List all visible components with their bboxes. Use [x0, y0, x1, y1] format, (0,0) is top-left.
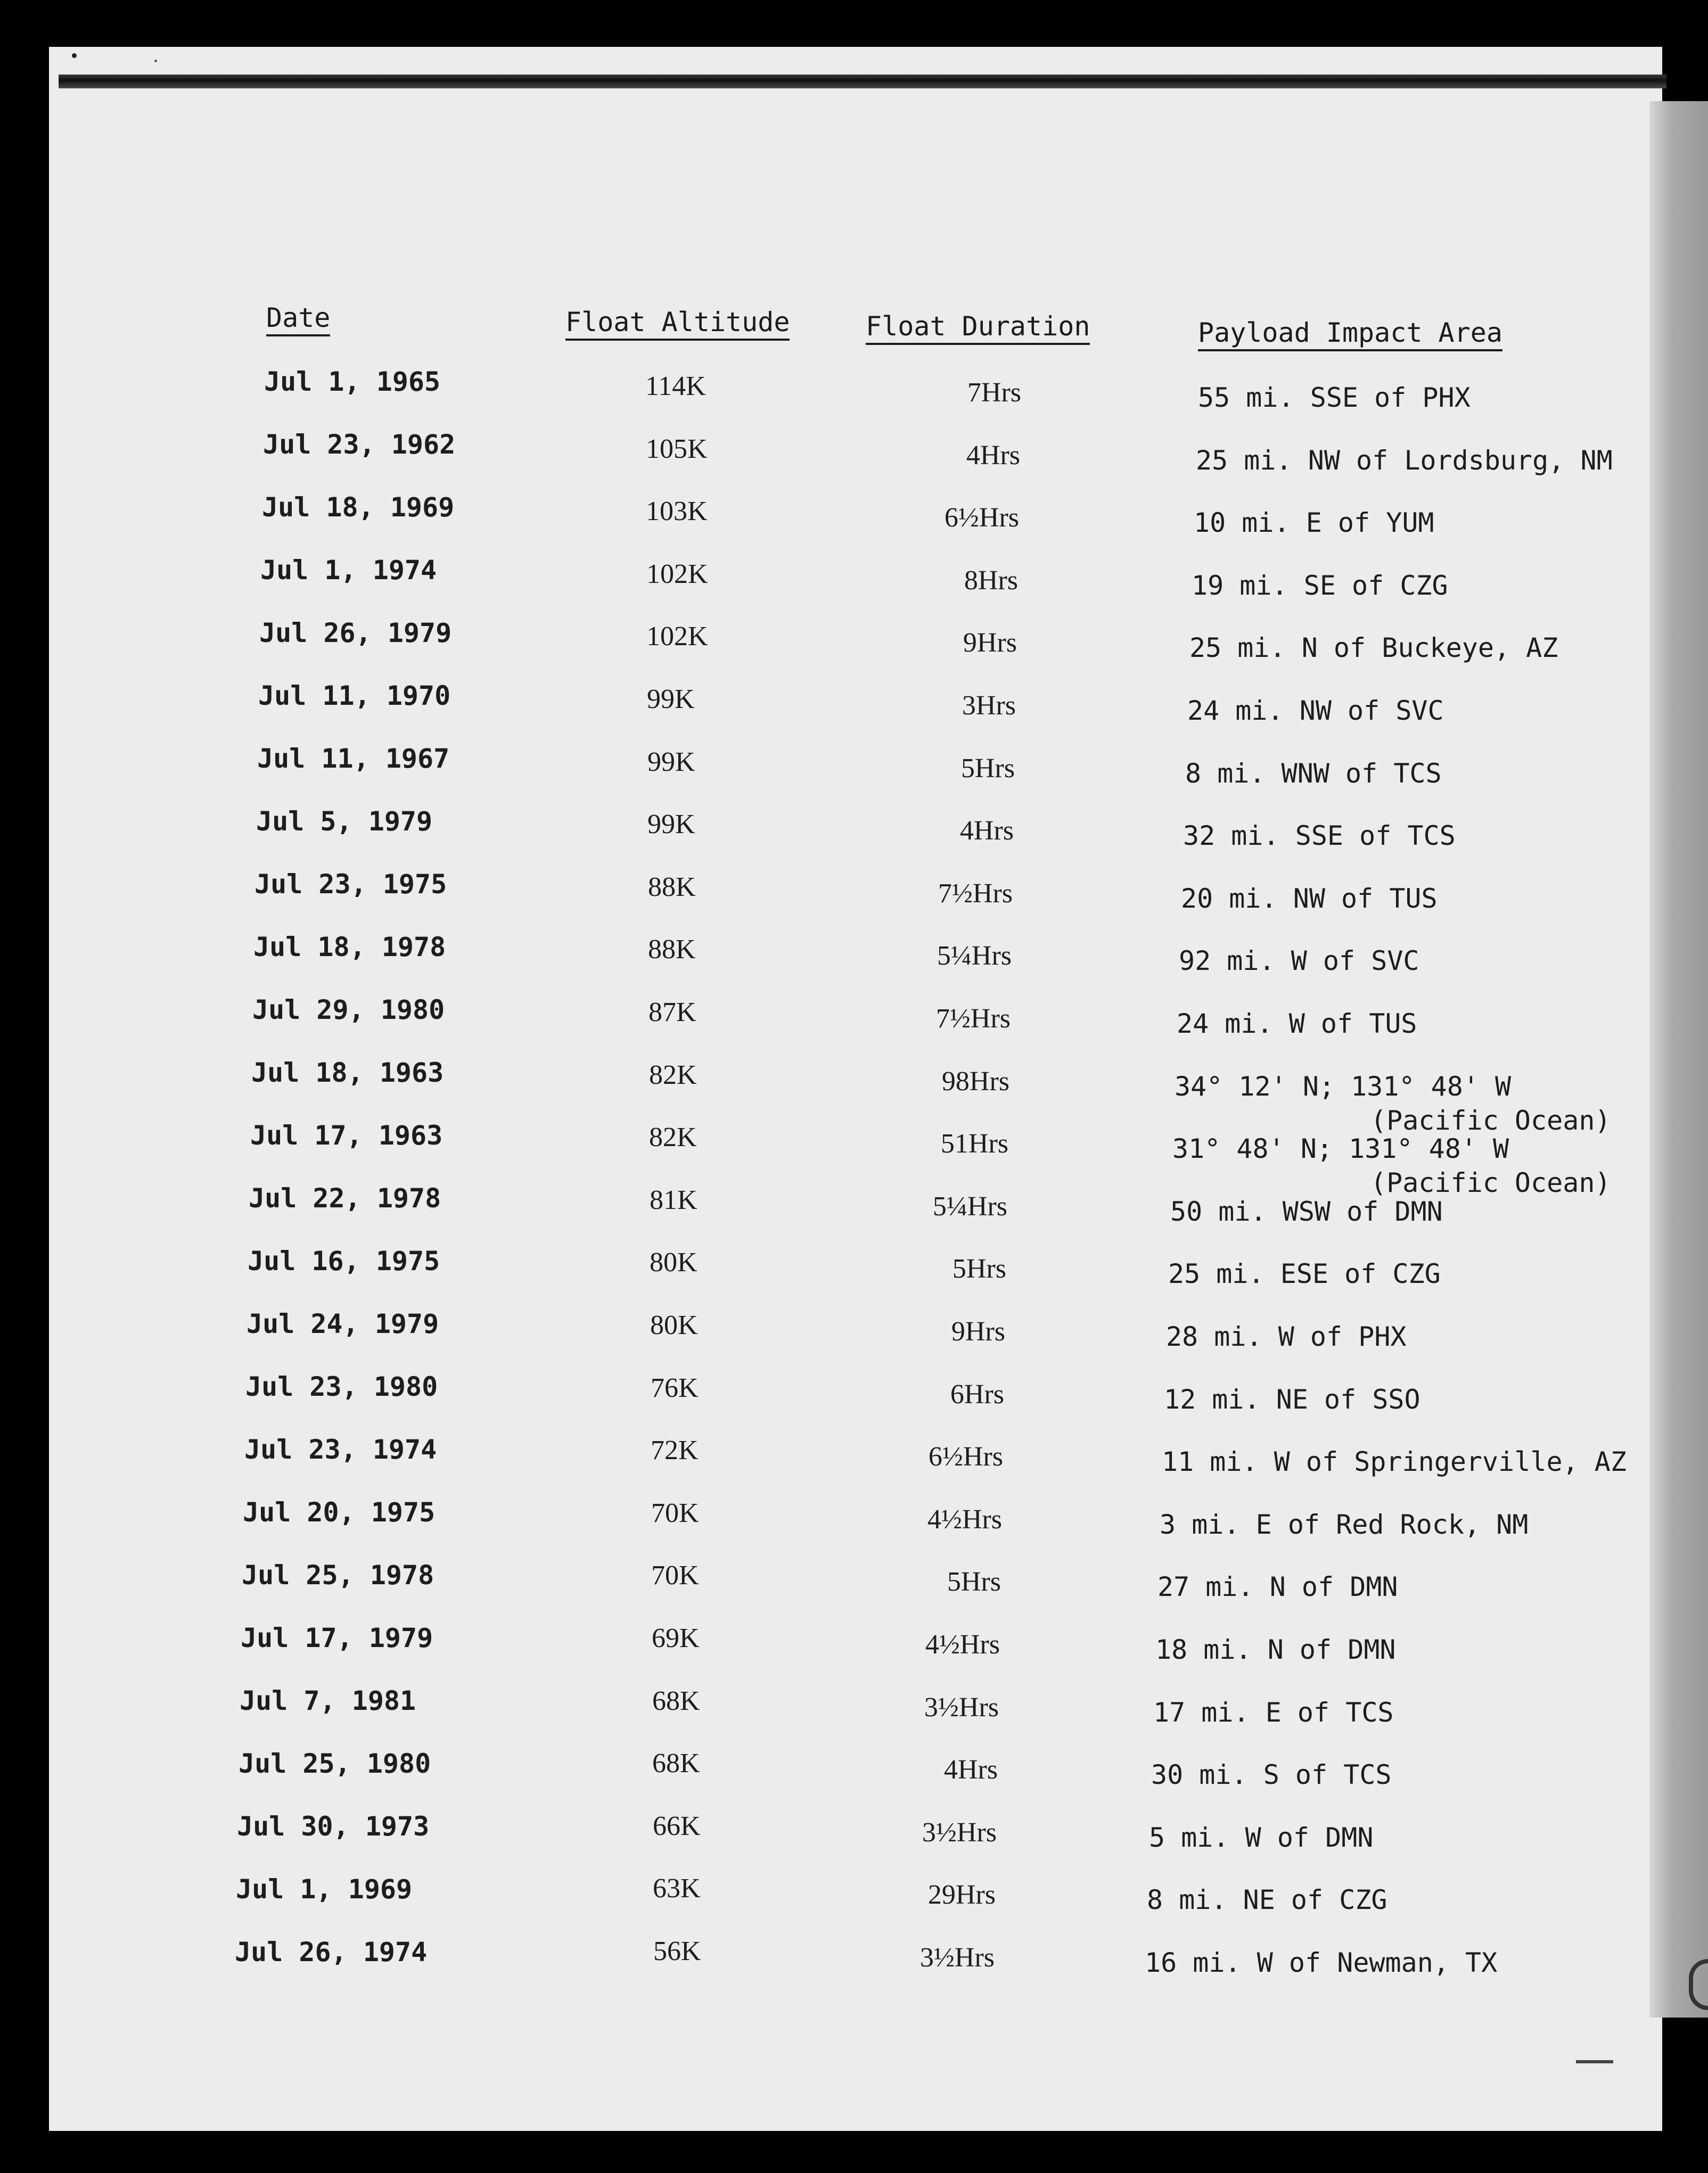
altitude-cell: 102K	[646, 621, 708, 652]
impact-cell: 10 mi. E of YUM	[1194, 507, 1434, 538]
impact-cell: 11 mi. W of Springerville, AZ	[1162, 1446, 1627, 1477]
duration-cell: 29Hrs	[927, 1880, 996, 1910]
duration-cell: 98Hrs	[941, 1066, 1009, 1097]
date-cell: Jul 23, 1974	[244, 1434, 437, 1465]
date-cell: Jul 5, 1979	[256, 806, 433, 837]
speck	[72, 53, 77, 58]
speck	[154, 60, 157, 62]
duration-cell: 4Hrs	[966, 440, 1020, 471]
date-cell: Jul 18, 1969	[262, 492, 455, 523]
impact-cell: 55 mi. SSE of PHX	[1198, 382, 1471, 413]
date-cell: Jul 23, 1962	[263, 429, 456, 460]
impact-cell: 28 mi. W of PHX	[1166, 1321, 1407, 1352]
impact-cell: 30 mi. S of TCS	[1151, 1759, 1392, 1790]
duration-cell: 4½Hrs	[927, 1504, 1002, 1535]
impact-cell: 92 mi. W of SVC	[1179, 945, 1419, 976]
impact-cell: 3 mi. E of Red Rock, NM	[1160, 1509, 1529, 1540]
date-cell: Jul 23, 1980	[245, 1371, 438, 1402]
duration-cell: 4Hrs	[943, 1755, 998, 1785]
altitude-cell: 99K	[647, 684, 695, 714]
altitude-cell: 103K	[646, 496, 708, 526]
date-cell: Jul 1, 1965	[264, 366, 441, 397]
altitude-cell: 99K	[647, 747, 695, 777]
date-cell: Jul 1, 1969	[236, 1874, 413, 1905]
duration-cell: 3½Hrs	[919, 1942, 995, 1973]
altitude-cell: 82K	[649, 1122, 697, 1153]
altitude-cell: 102K	[646, 559, 708, 589]
impact-cell: 27 mi. N of DMN	[1157, 1571, 1398, 1602]
duration-cell: 5Hrs	[947, 1567, 1001, 1597]
altitude-cell: 76K	[651, 1373, 699, 1403]
date-cell: Jul 20, 1975	[243, 1497, 436, 1528]
date-cell: Jul 18, 1963	[251, 1057, 444, 1088]
date-cell: Jul 18, 1978	[253, 932, 446, 962]
date-cell: Jul 22, 1978	[249, 1183, 441, 1214]
impact-cell: 32 mi. SSE of TCS	[1183, 820, 1456, 851]
impact-cell: 50 mi. WSW of DMN	[1170, 1196, 1443, 1227]
duration-cell: 9Hrs	[963, 628, 1017, 658]
header-payload-impact-area: Payload Impact Area	[1198, 319, 1502, 351]
duration-cell: 7½Hrs	[935, 1003, 1011, 1034]
impact-cell: 19 mi. SE of CZG	[1192, 570, 1448, 601]
duration-cell: 51Hrs	[940, 1129, 1008, 1159]
impact-cell: 17 mi. E of TCS	[1153, 1697, 1394, 1728]
date-cell: Jul 24, 1979	[247, 1308, 439, 1339]
duration-cell: 3Hrs	[962, 690, 1016, 721]
date-cell: Jul 25, 1978	[242, 1560, 434, 1591]
duration-cell: 5¼Hrs	[937, 941, 1012, 971]
date-cell: Jul 11, 1970	[258, 680, 451, 711]
altitude-cell: 69K	[652, 1623, 700, 1653]
altitude-cell: 66K	[653, 1811, 701, 1841]
altitude-cell: 68K	[652, 1748, 700, 1779]
date-cell: Jul 25, 1980	[239, 1748, 431, 1779]
impact-cell: 20 mi. NW of TUS	[1181, 883, 1438, 914]
impact-cell: 5 mi. W of DMN	[1149, 1822, 1374, 1853]
scan-edge-bar	[59, 75, 1666, 88]
date-cell: Jul 26, 1974	[235, 1937, 428, 1968]
header-float-duration: Float Duration	[866, 313, 1090, 345]
impact-cell: 8 mi. NE of CZG	[1147, 1884, 1387, 1915]
impact-cell: 25 mi. ESE of CZG	[1168, 1258, 1441, 1289]
duration-cell: 8Hrs	[964, 565, 1018, 596]
date-cell: Jul 30, 1973	[237, 1811, 430, 1842]
impact-note: (Pacific Ocean)	[1370, 1105, 1611, 1136]
header-date: Date	[266, 304, 330, 336]
duration-cell: 6½Hrs	[944, 503, 1019, 533]
altitude-cell: 81K	[650, 1185, 697, 1215]
date-cell: Jul 17, 1963	[250, 1120, 443, 1151]
date-cell: Jul 1, 1974	[260, 555, 437, 586]
date-cell: Jul 11, 1967	[257, 743, 450, 774]
altitude-cell: 56K	[653, 1936, 701, 1966]
date-cell: Jul 29, 1980	[252, 994, 445, 1025]
header-float-altitude: Float Altitude	[565, 309, 790, 341]
altitude-cell: 105K	[646, 434, 708, 464]
impact-cell: 12 mi. NE of SSO	[1164, 1384, 1420, 1415]
duration-cell: 3½Hrs	[922, 1817, 997, 1848]
duration-cell: 4½Hrs	[925, 1629, 1000, 1660]
impact-cell: 25 mi. N of Buckeye, AZ	[1189, 632, 1558, 663]
duration-cell: 9Hrs	[951, 1316, 1005, 1347]
scan-shadow	[1649, 101, 1708, 2018]
date-cell: Jul 23, 1975	[254, 869, 447, 900]
duration-cell: 6½Hrs	[928, 1442, 1003, 1472]
duration-cell: 3½Hrs	[924, 1692, 999, 1723]
duration-cell: 7½Hrs	[938, 878, 1013, 909]
altitude-cell: 88K	[648, 934, 696, 965]
altitude-cell: 99K	[647, 809, 695, 839]
altitude-cell: 87K	[648, 997, 696, 1027]
date-cell: Jul 7, 1981	[240, 1685, 416, 1716]
altitude-cell: 80K	[650, 1310, 698, 1340]
scan-mark	[1576, 2060, 1613, 2063]
impact-cell: 31° 48' N; 131° 48' W	[1172, 1133, 1509, 1164]
duration-cell: 5¼Hrs	[932, 1191, 1007, 1222]
impact-cell: 24 mi. NW of SVC	[1187, 695, 1444, 726]
altitude-cell: 80K	[650, 1247, 697, 1278]
duration-cell: 6Hrs	[950, 1379, 1004, 1410]
impact-cell: 16 mi. W of Newman, TX	[1145, 1947, 1498, 1978]
duration-cell: 7Hrs	[967, 377, 1021, 408]
impact-note: (Pacific Ocean)	[1370, 1167, 1611, 1198]
altitude-cell: 70K	[651, 1498, 699, 1528]
impact-cell: 18 mi. N of DMN	[1155, 1634, 1396, 1665]
impact-cell: 25 mi. NW of Lordsburg, NM	[1196, 445, 1613, 476]
impact-cell: 24 mi. W of TUS	[1177, 1008, 1417, 1039]
altitude-cell: 82K	[649, 1060, 697, 1090]
duration-cell: 4Hrs	[959, 816, 1014, 846]
altitude-cell: 88K	[648, 872, 696, 902]
altitude-cell: 70K	[651, 1560, 699, 1591]
altitude-cell: 114K	[645, 371, 706, 401]
altitude-cell: 63K	[653, 1873, 701, 1904]
altitude-cell: 72K	[651, 1435, 699, 1466]
date-cell: Jul 17, 1979	[241, 1623, 433, 1653]
date-cell: Jul 16, 1975	[248, 1246, 440, 1277]
altitude-cell: 68K	[652, 1686, 700, 1716]
duration-cell: 5Hrs	[960, 753, 1015, 784]
impact-cell: 34° 12' N; 131° 48' W	[1175, 1071, 1512, 1102]
impact-cell: 8 mi. WNW of TCS	[1185, 758, 1442, 789]
duration-cell: 5Hrs	[952, 1254, 1006, 1284]
date-cell: Jul 26, 1979	[259, 618, 452, 648]
